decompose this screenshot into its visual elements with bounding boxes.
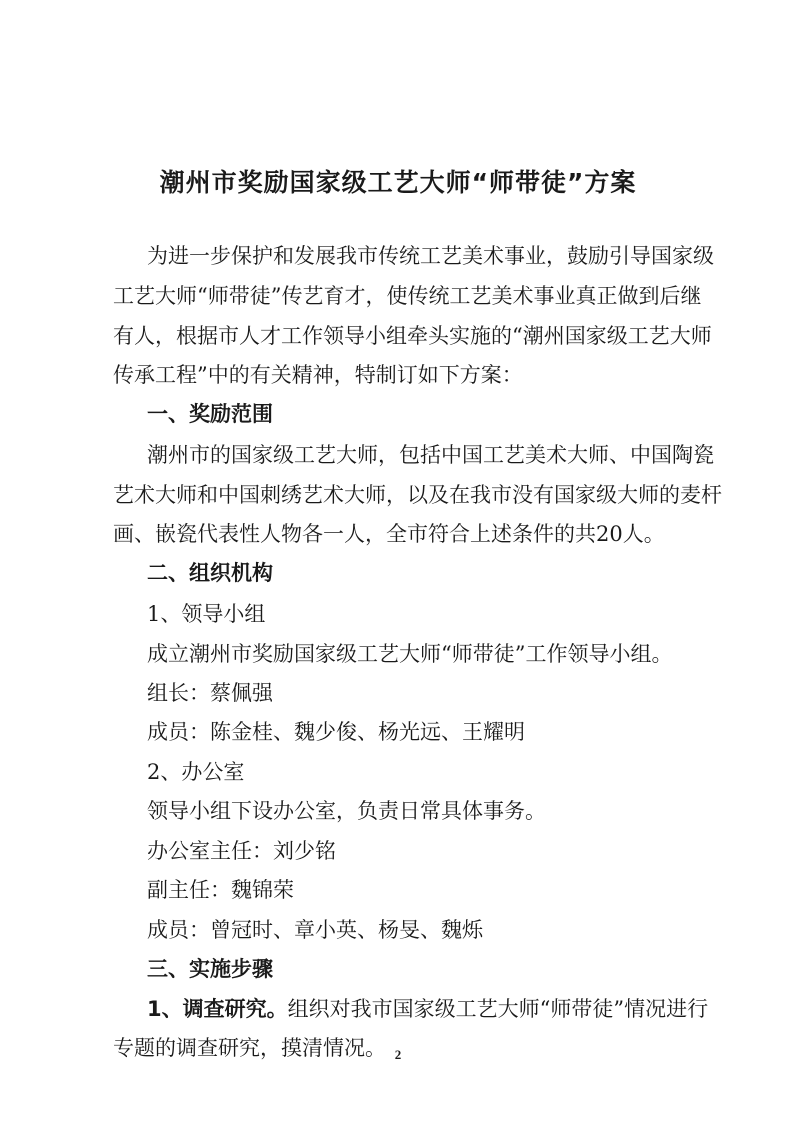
section-1-line-1: 潮州市的国家级工艺大师，包括中国工艺美术大师、中国陶瓷	[147, 443, 714, 467]
intro-line-1: 为进一步保护和发展我市传统工艺美术事业，鼓励引导国家级	[147, 244, 714, 268]
intro-line-3: 有人，根据市人才工作领导小组牵头实施的“潮州国家级工艺大师	[113, 324, 712, 348]
intro-line-4: 传承工程”中的有关精神，特制订如下方案：	[113, 363, 523, 387]
step-1-line	[147, 995, 708, 1023]
subsection-2-1-heading: 1、领导小组	[147, 602, 266, 626]
subsection-2-2-heading: 2、办公室	[147, 760, 245, 784]
section-3-heading: 三、实施步骤	[147, 957, 273, 981]
office-members: 成员：曾冠时、章小英、杨旻、魏烁	[147, 918, 483, 942]
section-1-line-3: 画、嵌瓷代表性人物各一人，全市符合上述条件的共20人。	[113, 522, 665, 546]
section-1-line-2: 艺术大师和中国刺绣艺术大师，以及在我市没有国家级大师的麦杆	[113, 483, 722, 507]
office-description: 领导小组下设办公室，负责日常具体事务。	[147, 799, 546, 823]
office-director: 办公室主任：刘少铭	[147, 839, 336, 863]
group-members: 成员：陈金桂、魏少俊、杨光远、王耀明	[147, 720, 525, 744]
step-1-text: 组织对我市国家级工艺大师“师带徒”情况进行	[287, 997, 709, 1021]
group-leader: 组长：蔡佩强	[147, 681, 273, 705]
deputy-director: 副主任：魏锦荣	[147, 878, 294, 902]
step-1-label: 1、调查研究。	[147, 997, 288, 1021]
document-title: 潮州市奖励国家级工艺大师“师带徒”方案	[159, 168, 637, 197]
leadership-group-description: 成立潮州市奖励国家级工艺大师“师带徒”工作领导小组。	[147, 642, 673, 666]
intro-line-2: 工艺大师“师带徒”传艺育才，使传统工艺美术事业真正做到后继	[113, 284, 702, 308]
section-2-heading: 二、组织机构	[147, 561, 273, 585]
step-1-continued: 专题的调查研究，摸清情况。	[113, 1036, 386, 1060]
page-number: 2	[394, 1047, 402, 1062]
section-1-heading: 一、奖励范围	[147, 402, 273, 426]
